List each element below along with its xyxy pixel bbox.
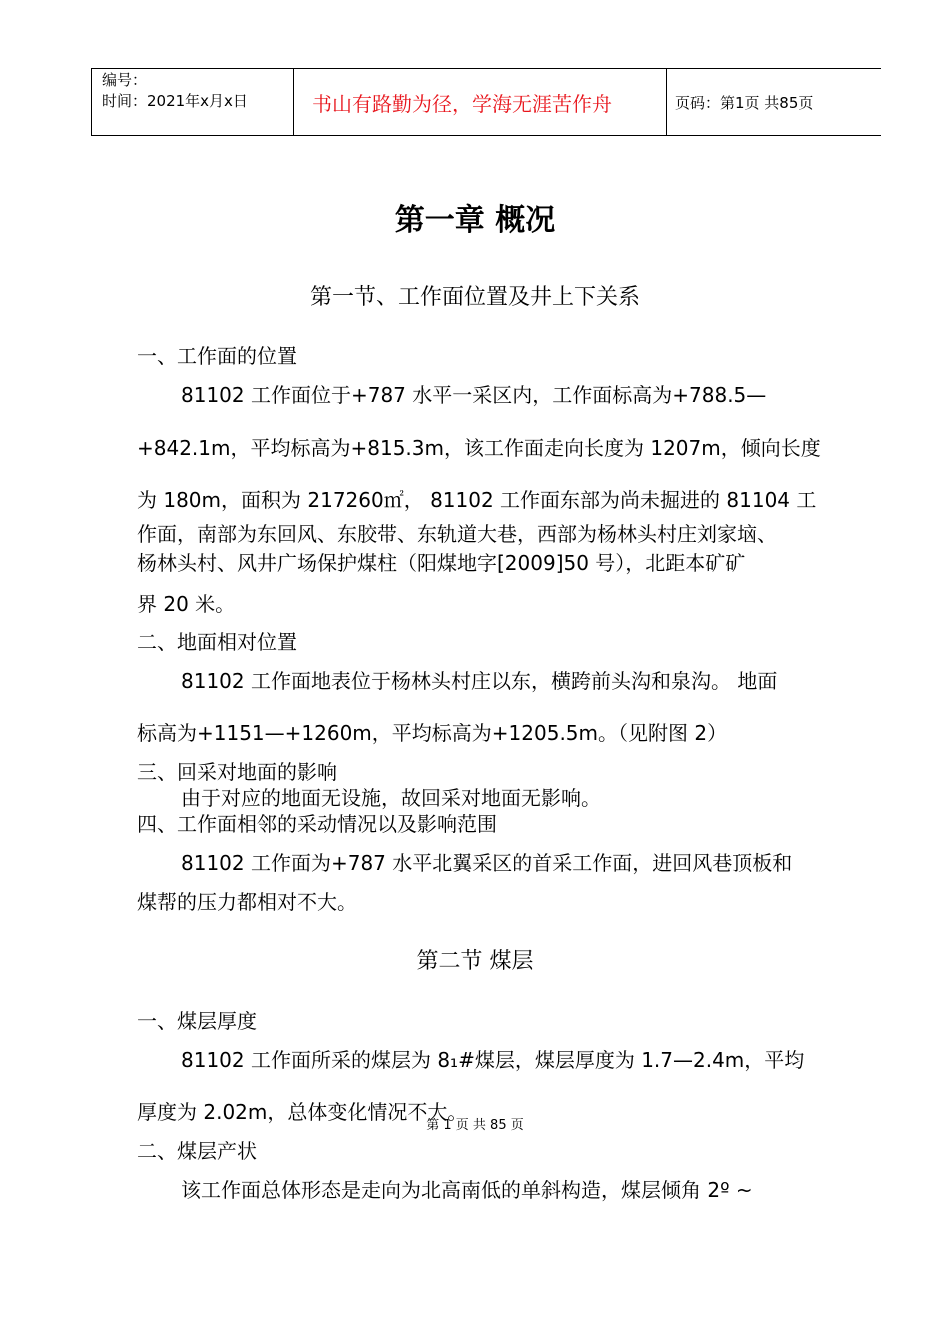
time-label: 时间：2021年x月x日 xyxy=(102,92,248,110)
motto: 书山有路勤为径，学海无涯苦作舟 xyxy=(294,69,667,135)
header-table xyxy=(91,68,881,136)
paragraph-line: +842.1m，平均标高为+815.3m，该工作面走向长度为 1207m，倾向长度 xyxy=(137,436,821,460)
subheading: 四、工作面相邻的采动情况以及影响范围 xyxy=(137,812,497,836)
section-title: 第二节 煤层 xyxy=(416,949,534,974)
chapter-title: 第一章 概况 xyxy=(394,203,556,238)
page-footer: 第 1 页 共 85 页 xyxy=(426,1118,524,1133)
number-label: 编号： xyxy=(102,71,148,89)
paragraph-line: 作面，南部为东回风、东胶带、东轨道大巷，西部为杨林头村庄刘家垴、 xyxy=(137,522,777,546)
paragraph-line: 81102 工作面位于+787 水平一采区内，工作面标高为+788.5— xyxy=(181,383,767,407)
paragraph-line: 标高为+1151—+1260m，平均标高为+1205.5m。（见附图 2） xyxy=(137,721,728,745)
paragraph-line: 界 20 米。 xyxy=(137,592,236,616)
paragraph-line: 为 180m，面积为 217260㎡， 81102 工作面东部为尚未掘进的 81104 工 xyxy=(137,488,817,512)
paragraph-line: 81102 工作面所采的煤层为 8₁#煤层，煤层厚度为 1.7—2.4m，平均 xyxy=(181,1048,805,1072)
paragraph-line: 由于对应的地面无设施，故回采对地面无影响。 xyxy=(181,786,601,810)
subheading: 三、回采对地面的影响 xyxy=(137,760,337,784)
subheading: 二、地面相对位置 xyxy=(137,630,297,654)
paragraph-line: 81102 工作面地表位于杨林头村庄以东，横跨前头沟和泉沟。 地面 xyxy=(181,669,778,693)
paragraph-line: 该工作面总体形态是走向为北高南低的单斜构造，煤层倾角 2º ~ xyxy=(181,1178,753,1202)
subheading: 一、煤层厚度 xyxy=(137,1009,257,1033)
subheading: 一、工作面的位置 xyxy=(137,344,297,368)
header-meta-cell xyxy=(92,69,294,135)
paragraph-line: 81102 工作面为+787 水平北翼采区的首采工作面，进回风巷顶板和 xyxy=(181,851,793,875)
page-info: 页码：第1页 共85页 xyxy=(675,93,814,112)
subheading: 二、煤层产状 xyxy=(137,1139,257,1163)
section-title: 第一节、工作面位置及井上下关系 xyxy=(309,285,640,310)
paragraph-line: 杨林头村、风井广场保护煤柱（阳煤地字[2009]50 号），北距本矿矿 xyxy=(137,551,746,575)
paragraph-line: 煤帮的压力都相对不大。 xyxy=(137,890,357,914)
paragraph-line: 厚度为 2.02m，总体变化情况不大。 xyxy=(137,1100,468,1124)
